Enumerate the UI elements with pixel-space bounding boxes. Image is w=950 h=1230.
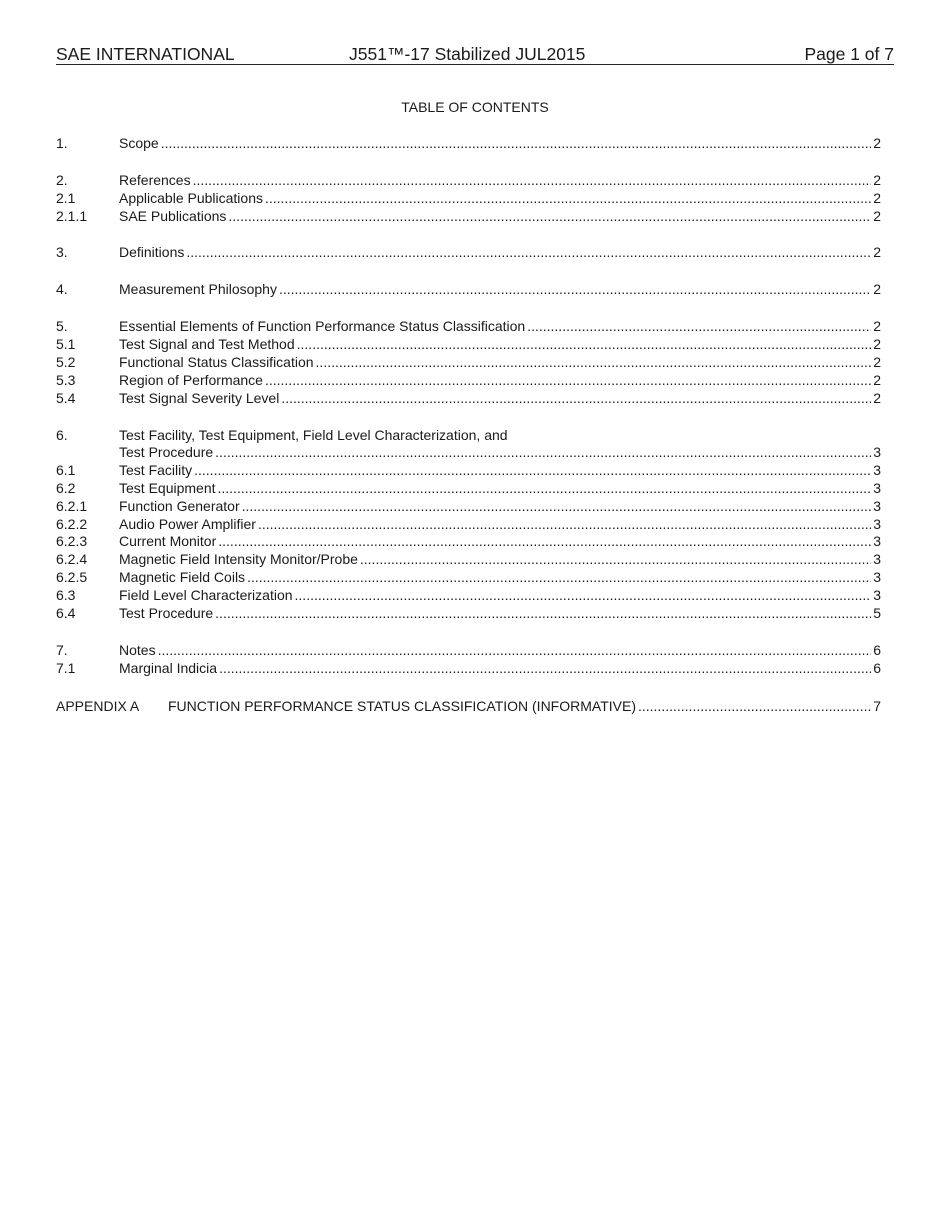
toc-title: Test Signal and Test Method <box>119 336 295 352</box>
toc-page: 2 <box>873 336 881 352</box>
dot-leader <box>158 641 872 659</box>
toc-entry[interactable] <box>56 426 881 444</box>
toc-page: 3 <box>873 480 881 496</box>
toc-number: 6.2.1 <box>56 498 88 514</box>
toc-number: 2.1.1 <box>56 208 88 224</box>
toc-title: Magnetic Field Coils <box>119 569 246 585</box>
toc-entry[interactable] <box>56 568 881 586</box>
toc-entry-continuation[interactable] <box>56 443 881 461</box>
toc-title: Audio Power Amplifier <box>119 516 256 532</box>
toc-number: 2.1 <box>56 190 76 206</box>
toc-entry[interactable] <box>56 353 881 371</box>
dot-leader <box>161 134 872 152</box>
toc-entry[interactable] <box>56 189 881 207</box>
page-number: Page 1 of 7 <box>804 44 894 64</box>
dot-leader <box>215 604 871 622</box>
appendix-title: FUNCTION PERFORMANCE STATUS CLASSIFICATION (INFORMATIVE) <box>168 698 636 714</box>
dot-leader <box>360 550 871 568</box>
toc-page: 5 <box>873 605 881 621</box>
toc-title: Current Monitor <box>119 533 217 549</box>
toc-entry[interactable] <box>56 479 881 497</box>
toc-title: Definitions <box>119 244 185 260</box>
toc-entry[interactable] <box>56 317 881 335</box>
dot-leader <box>219 659 871 677</box>
toc-page: 2 <box>873 244 881 260</box>
toc-page: 7 <box>873 698 881 714</box>
toc-title: Test Procedure <box>119 605 214 621</box>
toc-number: 6.3 <box>56 587 76 603</box>
toc-number: 5.4 <box>56 390 76 406</box>
dot-leader <box>218 479 872 497</box>
dot-leader <box>279 280 871 298</box>
toc-entry[interactable] <box>56 586 881 604</box>
toc-appendix-entry[interactable] <box>56 697 881 715</box>
toc-entry[interactable] <box>56 280 881 298</box>
toc-entry[interactable] <box>56 134 881 152</box>
dot-leader <box>297 335 872 353</box>
dot-leader <box>186 243 871 261</box>
toc-title: Applicable Publications <box>119 190 263 206</box>
toc-title: Notes <box>119 642 156 658</box>
toc-number: 3. <box>56 244 68 260</box>
toc-title: Region of Performance <box>119 372 263 388</box>
toc-page: 3 <box>873 587 881 603</box>
toc-title-continued: Test Procedure <box>119 444 214 460</box>
dot-leader <box>193 171 872 189</box>
toc-heading: TABLE OF CONTENTS <box>401 99 549 115</box>
toc-number: 2. <box>56 172 68 188</box>
toc-number: 5.3 <box>56 372 76 388</box>
toc-title: Essential Elements of Function Performance Status Classification <box>119 318 526 334</box>
toc-number: 6.2.2 <box>56 516 88 532</box>
toc-page: 2 <box>873 135 881 151</box>
dot-leader <box>316 353 872 371</box>
toc-number: 7. <box>56 642 68 658</box>
page-header <box>56 44 894 65</box>
toc-title: SAE Publications <box>119 208 227 224</box>
dot-leader <box>295 586 872 604</box>
toc-page: 3 <box>873 569 881 585</box>
toc-title: Test Signal Severity Level <box>119 390 280 406</box>
toc-title: Test Facility <box>119 462 193 478</box>
dot-leader <box>247 568 871 586</box>
toc-page: 2 <box>873 281 881 297</box>
toc-title: Marginal Indicia <box>119 660 218 676</box>
dot-leader <box>215 443 871 461</box>
toc-page: 3 <box>873 516 881 532</box>
dot-leader <box>242 497 872 515</box>
toc-entry[interactable] <box>56 171 881 189</box>
toc-entry[interactable] <box>56 207 881 225</box>
toc-number: 5. <box>56 318 68 334</box>
toc-title: Functional Status Classification <box>119 354 314 370</box>
toc-title: Magnetic Field Intensity Monitor/Probe <box>119 551 358 567</box>
toc-number: 6.4 <box>56 605 76 621</box>
toc-number: 1. <box>56 135 68 151</box>
toc-entry[interactable] <box>56 243 881 261</box>
toc-entry[interactable] <box>56 641 881 659</box>
toc-entry[interactable] <box>56 550 881 568</box>
toc-title: Measurement Philosophy <box>119 281 277 297</box>
toc-title: Scope <box>119 135 159 151</box>
dot-leader <box>258 515 871 533</box>
toc-number: 5.2 <box>56 354 76 370</box>
toc-page: 2 <box>873 354 881 370</box>
toc-title: References <box>119 172 191 188</box>
toc-number: 6.2.3 <box>56 533 88 549</box>
dot-leader <box>265 371 871 389</box>
toc-page: 2 <box>873 172 881 188</box>
toc-page: 3 <box>873 533 881 549</box>
toc-page: 3 <box>873 498 881 514</box>
toc-number: 7.1 <box>56 660 76 676</box>
toc-entry[interactable] <box>56 335 881 353</box>
toc-entry[interactable] <box>56 371 881 389</box>
dot-leader <box>638 697 871 715</box>
toc-page: 3 <box>873 551 881 567</box>
toc-entry[interactable] <box>56 389 881 407</box>
document-id: J551™-17 Stabilized JUL2015 <box>349 44 586 64</box>
toc-entry[interactable] <box>56 604 881 622</box>
toc-number: 6. <box>56 427 68 443</box>
toc-entry[interactable] <box>56 659 881 677</box>
toc-page: 6 <box>873 642 881 658</box>
toc-number: 6.2.5 <box>56 569 88 585</box>
toc-page: 3 <box>873 444 881 460</box>
toc-page: 2 <box>873 390 881 406</box>
toc-title: Function Generator <box>119 498 240 514</box>
toc-entry[interactable] <box>56 461 881 479</box>
toc-page: 3 <box>873 462 881 478</box>
toc-number: 6.1 <box>56 462 76 478</box>
dot-leader <box>228 207 871 225</box>
toc-title: Test Equipment <box>119 480 216 496</box>
toc-page: 6 <box>873 660 881 676</box>
toc-page: 2 <box>873 318 881 334</box>
toc-entry[interactable] <box>56 497 881 515</box>
toc-number: 6.2.4 <box>56 551 88 567</box>
toc-number: 6.2 <box>56 480 76 496</box>
dot-leader <box>281 389 871 407</box>
toc-title: Field Level Characterization <box>119 587 293 603</box>
toc-title: Test Facility, Test Equipment, Field Level Characterization, and <box>119 427 508 443</box>
dot-leader <box>194 461 871 479</box>
dot-leader <box>265 189 871 207</box>
appendix-label: APPENDIX A <box>56 698 140 714</box>
toc-page: 2 <box>873 208 881 224</box>
toc-page: 2 <box>873 190 881 206</box>
toc-page: 2 <box>873 372 881 388</box>
publisher-name: SAE INTERNATIONAL <box>56 44 235 64</box>
toc-entry[interactable] <box>56 532 881 550</box>
toc-entry[interactable] <box>56 515 881 533</box>
toc-number: 4. <box>56 281 68 297</box>
dot-leader <box>527 317 871 335</box>
dot-leader <box>218 532 871 550</box>
toc-number: 5.1 <box>56 336 76 352</box>
